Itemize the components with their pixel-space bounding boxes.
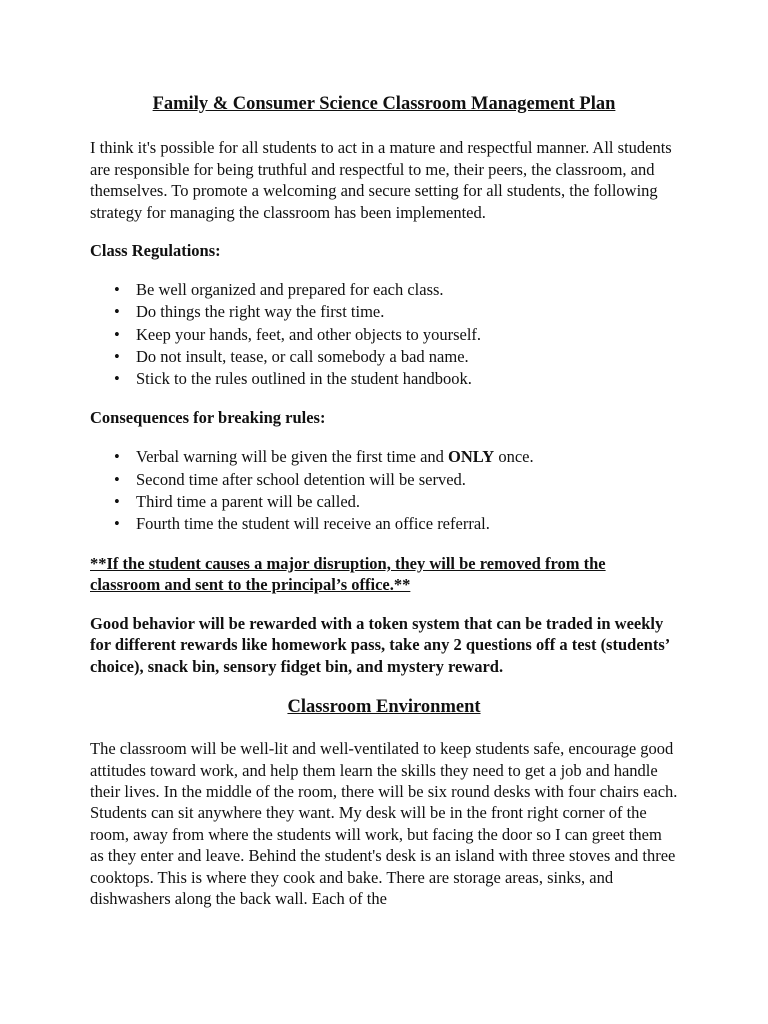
bullet-icon: • [114, 280, 120, 299]
regulations-list [90, 279, 678, 390]
regulation-text: Stick to the rules outlined in the student handbook. [136, 369, 472, 389]
list-item [90, 346, 678, 368]
consequence-text: Second time after school detention will be served. [136, 469, 466, 489]
consequence-text: Third time a parent will be called. [136, 492, 361, 512]
regulation-text: Do not insult, tease, or call somebody a bad name. [136, 346, 469, 366]
bullet-icon: • [114, 447, 120, 467]
disruption-notice: **If the student causes a major disruption, they will be removed from the classroom and sent to the principal’s office.** [90, 553, 606, 595]
consequence-text-post: once. [494, 447, 534, 467]
list-item [90, 279, 678, 301]
bullet-icon: • [114, 514, 120, 534]
list-item [90, 324, 678, 346]
regulation-text: Be well organized and prepared for each class. [136, 280, 444, 299]
consequences-heading: Consequences for breaking rules: [90, 408, 326, 428]
environment-section [90, 738, 678, 909]
bullet-icon: • [114, 369, 120, 389]
bullet-icon: • [114, 346, 120, 366]
regulation-text: Keep your hands, feet, and other objects to yourself. [136, 324, 482, 344]
environment-paragraph: The classroom will be well-lit and well-ventilated to keep students safe, encourage good attitudes toward work, and help them learn the skills they need to get a job and handle their lives. In the middle of the room, there will be six round desks with four chairs each. Students can sit anywhere they want. My desk will be in the front right corner of the room, away from where the students will work, but facing the door so I can greet them as they enter and leave. Behind the student's desk is an island with three stoves and three cooktops. This is where they cook and bake. There are storage areas, sinks, and dishwashers along the back wall. Each of the [90, 739, 678, 909]
list-item [90, 469, 678, 491]
bullet-icon: • [114, 492, 120, 512]
regulation-text: Do things the right way the first time. [136, 302, 385, 322]
regulations-heading: Class Regulations: [90, 241, 221, 260]
bullet-icon: • [114, 469, 120, 489]
intro-paragraph: I think it's possible for all students to act in a mature and respectful manner. All students are responsible for being truthful and respectful to me, their peers, the classroom, and themselves. To promote a welcoming and secure setting for all students, the following strategy for managing the classroom has been implemented. [90, 138, 672, 222]
consequences-list [90, 446, 678, 535]
consequence-emphasis: ONLY [448, 447, 495, 467]
environment-heading: Classroom Environment [287, 697, 481, 718]
list-item [90, 513, 678, 535]
bullet-icon: • [114, 324, 120, 344]
list-item [90, 491, 678, 513]
list-item [90, 368, 678, 390]
reward-paragraph: Good behavior will be rewarded with a token system that can be traded in weekly for different rewards like homework pass, take any 2 questions off a test (students’ choice), snack bin, sensory fidget bin, and mystery reward. [90, 613, 670, 676]
list-item [90, 301, 678, 323]
consequence-text: Fourth time the student will receive an office referral. [136, 514, 490, 534]
list-item [90, 446, 678, 468]
document-title: Family & Consumer Science Classroom Management Plan [152, 94, 616, 114]
consequence-text-pre: Verbal warning will be given the first time and [136, 447, 449, 467]
bullet-icon: • [114, 302, 120, 322]
